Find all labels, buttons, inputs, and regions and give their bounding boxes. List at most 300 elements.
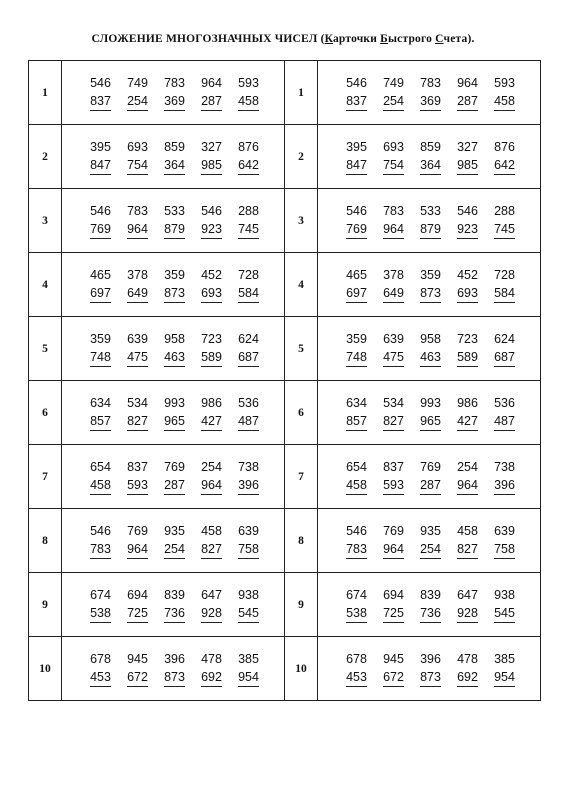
addend-top: 546 [346,76,367,90]
addend-top: 452 [201,268,222,282]
addend-bottom: 964 [127,220,148,239]
addend-bottom: 463 [164,348,185,367]
addition-problem [449,202,486,239]
addend-top: 593 [494,76,515,90]
addend-bottom: 427 [201,412,222,431]
addend-bottom: 928 [457,604,478,623]
addition-problem [230,522,267,559]
addend-bottom: 758 [494,540,515,559]
addend-top: 935 [164,524,185,538]
title-part: чета). [443,33,475,45]
addend-bottom: 697 [346,284,367,303]
addend-bottom: 672 [383,668,404,687]
addend-bottom: 873 [420,284,441,303]
addend-top: 634 [90,396,111,410]
addition-problem [193,650,230,687]
title-part: СЛОЖЕНИЕ МНОГОЗНАЧНЫХ ЧИСЕЛ ( [91,33,325,45]
card-problems [318,189,541,253]
addend-top: 359 [346,332,367,346]
card-problems [318,637,541,701]
addend-bottom: 545 [238,604,259,623]
addend-bottom: 453 [346,668,367,687]
addend-bottom: 254 [420,540,441,559]
addend-top: 396 [420,652,441,666]
card-problems [62,317,285,381]
addition-problem [193,522,230,559]
addend-bottom: 928 [201,604,222,623]
addend-top: 876 [494,140,515,154]
addend-top: 395 [90,140,111,154]
addend-bottom: 692 [457,668,478,687]
addition-problem [375,522,412,559]
addend-bottom: 783 [90,540,111,559]
addend-bottom: 287 [164,476,185,495]
addition-problem [375,650,412,687]
addend-bottom: 642 [238,156,259,175]
addition-problem [486,74,523,111]
addend-top: 378 [383,268,404,282]
addition-problem [486,650,523,687]
addend-top: 876 [238,140,259,154]
card-number: 5 [29,317,62,381]
card-number: 7 [29,445,62,509]
addition-problem [486,266,523,303]
addend-bottom: 837 [346,92,367,111]
addition-problem [375,394,412,431]
addition-problem [230,74,267,111]
addend-top: 938 [494,588,515,602]
addend-bottom: 254 [383,92,404,111]
card-problems [62,381,285,445]
addend-bottom: 693 [201,284,222,303]
card-problems [62,125,285,189]
addition-problem [156,138,193,175]
card-row [29,381,541,445]
addition-problem [82,650,119,687]
page-title [0,33,566,45]
addition-problem [412,330,449,367]
addend-bottom: 748 [346,348,367,367]
addition-problem [412,202,449,239]
addend-bottom: 923 [457,220,478,239]
addition-problem [449,650,486,687]
addend-top: 993 [164,396,185,410]
addend-top: 945 [127,652,148,666]
addend-top: 935 [420,524,441,538]
addend-top: 546 [90,204,111,218]
addend-bottom: 584 [238,284,259,303]
addition-problem [156,650,193,687]
addition-problem [486,586,523,623]
addend-top: 647 [201,588,222,602]
card-problems [62,637,285,701]
addend-top: 396 [164,652,185,666]
addend-top: 958 [164,332,185,346]
addend-top: 938 [238,588,259,602]
addend-bottom: 649 [383,284,404,303]
addition-problem [156,202,193,239]
addend-top: 654 [346,460,367,474]
addend-top: 986 [201,396,222,410]
addition-problem [449,138,486,175]
addend-bottom: 538 [90,604,111,623]
addition-problem [338,522,375,559]
addend-bottom: 725 [383,604,404,623]
addend-bottom: 827 [127,412,148,431]
addition-problem [486,202,523,239]
addend-top: 395 [346,140,367,154]
addend-bottom: 879 [420,220,441,239]
addend-bottom: 879 [164,220,185,239]
card-row [29,189,541,253]
addition-problem [449,330,486,367]
addend-top: 533 [164,204,185,218]
addition-problem [82,394,119,431]
addition-problem [156,586,193,623]
addend-bottom: 827 [201,540,222,559]
addend-top: 546 [457,204,478,218]
addition-problem [230,138,267,175]
addend-top: 478 [457,652,478,666]
addend-top: 639 [494,524,515,538]
addition-problem [119,650,156,687]
addition-problem [193,458,230,495]
card-number: 8 [29,509,62,573]
addend-top: 536 [238,396,259,410]
addend-bottom: 649 [127,284,148,303]
addition-problem [375,330,412,367]
addend-bottom: 287 [201,92,222,111]
addend-bottom: 748 [90,348,111,367]
addend-top: 723 [201,332,222,346]
addend-bottom: 857 [346,412,367,431]
addend-bottom: 593 [127,476,148,495]
addition-problem [449,458,486,495]
addend-bottom: 769 [346,220,367,239]
addend-bottom: 458 [494,92,515,111]
addition-problem [412,266,449,303]
addition-problem [449,522,486,559]
addend-top: 694 [383,588,404,602]
addend-top: 465 [346,268,367,282]
addend-top: 678 [346,652,367,666]
addend-top: 359 [420,268,441,282]
addend-top: 458 [201,524,222,538]
addend-top: 546 [90,76,111,90]
addend-bottom: 837 [90,92,111,111]
card-row [29,637,541,701]
addition-problem [338,586,375,623]
addend-bottom: 475 [383,348,404,367]
card-row [29,573,541,637]
addend-bottom: 736 [164,604,185,623]
addend-top: 478 [201,652,222,666]
addend-top: 254 [457,460,478,474]
card-number: 5 [285,317,318,381]
addend-bottom: 827 [383,412,404,431]
addend-top: 837 [127,460,148,474]
addend-top: 783 [164,76,185,90]
card-number: 1 [29,61,62,125]
card-problems [318,61,541,125]
addend-top: 769 [383,524,404,538]
addend-top: 783 [127,204,148,218]
addition-problem [486,138,523,175]
addend-bottom: 693 [457,284,478,303]
addend-top: 693 [383,140,404,154]
addition-problem [412,74,449,111]
addend-top: 536 [494,396,515,410]
card-problems [318,253,541,317]
addend-top: 769 [127,524,148,538]
addition-problem [375,202,412,239]
addend-bottom: 964 [383,540,404,559]
card-number: 9 [29,573,62,637]
addend-bottom: 364 [420,156,441,175]
addend-bottom: 642 [494,156,515,175]
addend-bottom: 873 [164,668,185,687]
card-row [29,253,541,317]
card-problems [318,509,541,573]
addend-bottom: 964 [127,540,148,559]
addend-top: 534 [383,396,404,410]
addend-bottom: 458 [346,476,367,495]
addend-bottom: 745 [238,220,259,239]
addend-top: 254 [201,460,222,474]
addition-problem [193,586,230,623]
addition-problem [412,138,449,175]
addend-bottom: 287 [457,92,478,111]
addend-top: 385 [238,652,259,666]
addition-problem [193,74,230,111]
addend-bottom: 687 [494,348,515,367]
addition-problem [375,74,412,111]
addend-bottom: 453 [90,668,111,687]
addition-problem [338,202,375,239]
addend-bottom: 369 [420,92,441,111]
addend-bottom: 847 [90,156,111,175]
addend-top: 452 [457,268,478,282]
addition-problem [82,458,119,495]
addend-bottom: 985 [457,156,478,175]
addition-problem [375,586,412,623]
addend-top: 738 [494,460,515,474]
addend-bottom: 254 [127,92,148,111]
card-problems [62,61,285,125]
addition-problem [230,650,267,687]
addend-top: 769 [420,460,441,474]
addend-bottom: 769 [90,220,111,239]
addition-problem [119,266,156,303]
addend-top: 839 [420,588,441,602]
addition-problem [82,522,119,559]
addition-problem [82,586,119,623]
addend-bottom: 593 [383,476,404,495]
addend-bottom: 964 [201,476,222,495]
card-problems [62,445,285,509]
addition-problem [156,266,193,303]
title-letter-k: К [324,33,333,45]
addition-problem [193,330,230,367]
card-number: 10 [29,637,62,701]
card-number: 4 [285,253,318,317]
addend-top: 945 [383,652,404,666]
addend-top: 654 [90,460,111,474]
addition-problem [338,330,375,367]
addition-problem [156,74,193,111]
addition-problem [230,586,267,623]
addend-bottom: 487 [238,412,259,431]
addend-bottom: 783 [346,540,367,559]
addend-bottom: 287 [420,476,441,495]
addition-problem [193,394,230,431]
addend-top: 693 [127,140,148,154]
addition-problem [338,266,375,303]
card-number: 3 [285,189,318,253]
addend-top: 964 [201,76,222,90]
addition-problem [412,394,449,431]
card-number: 7 [285,445,318,509]
card-problems [62,189,285,253]
addend-top: 678 [90,652,111,666]
addition-problem [82,330,119,367]
addition-problem [338,458,375,495]
addend-top: 639 [238,524,259,538]
addition-problem [82,202,119,239]
addition-problem [119,458,156,495]
addend-top: 674 [90,588,111,602]
addition-problem [230,266,267,303]
addend-top: 546 [90,524,111,538]
addend-bottom: 954 [494,668,515,687]
addend-bottom: 692 [201,668,222,687]
addition-problem [338,650,375,687]
addend-top: 288 [238,204,259,218]
addition-problem [230,394,267,431]
addend-top: 624 [494,332,515,346]
addition-problem [119,138,156,175]
addition-problem [230,202,267,239]
addend-bottom: 985 [201,156,222,175]
addition-problem [375,266,412,303]
addition-problem [449,74,486,111]
addition-problem [193,138,230,175]
card-number: 4 [29,253,62,317]
addend-top: 533 [420,204,441,218]
addend-bottom: 725 [127,604,148,623]
addend-top: 839 [164,588,185,602]
addition-problem [119,74,156,111]
addend-bottom: 427 [457,412,478,431]
addend-top: 639 [127,332,148,346]
addend-top: 327 [457,140,478,154]
addend-top: 783 [420,76,441,90]
addition-problem [486,330,523,367]
addend-top: 534 [127,396,148,410]
addend-bottom: 475 [127,348,148,367]
addend-top: 359 [90,332,111,346]
card-number: 9 [285,573,318,637]
addend-bottom: 396 [238,476,259,495]
addition-problem [486,458,523,495]
addition-problem [156,522,193,559]
addition-problem [156,394,193,431]
addend-top: 634 [346,396,367,410]
addend-top: 749 [127,76,148,90]
addition-problem [82,74,119,111]
addend-top: 986 [457,396,478,410]
card-row [29,61,541,125]
addition-problem [82,266,119,303]
addend-top: 964 [457,76,478,90]
addend-top: 783 [383,204,404,218]
addend-top: 327 [201,140,222,154]
addend-top: 546 [346,204,367,218]
addend-top: 728 [238,268,259,282]
addition-problem [119,202,156,239]
addend-bottom: 672 [127,668,148,687]
addition-problem [230,330,267,367]
addition-problem [486,522,523,559]
addend-bottom: 697 [90,284,111,303]
card-problems [62,573,285,637]
card-problems [318,445,541,509]
addend-bottom: 923 [201,220,222,239]
card-row [29,317,541,381]
addend-bottom: 584 [494,284,515,303]
addition-problem [449,586,486,623]
addend-top: 359 [164,268,185,282]
addend-bottom: 857 [90,412,111,431]
addend-bottom: 754 [383,156,404,175]
card-problems [62,509,285,573]
card-row [29,445,541,509]
addend-bottom: 487 [494,412,515,431]
addend-top: 674 [346,588,367,602]
card-row [29,125,541,189]
addend-top: 728 [494,268,515,282]
addend-top: 465 [90,268,111,282]
addition-problem [338,74,375,111]
addend-top: 769 [164,460,185,474]
addition-problem [449,266,486,303]
addition-problem [193,202,230,239]
addend-top: 723 [457,332,478,346]
title-part: ыстрого [387,33,436,45]
addend-bottom: 827 [457,540,478,559]
addend-top: 859 [420,140,441,154]
addend-bottom: 589 [457,348,478,367]
addend-bottom: 754 [127,156,148,175]
addend-bottom: 458 [238,92,259,111]
addend-bottom: 873 [420,668,441,687]
addend-bottom: 954 [238,668,259,687]
addend-top: 738 [238,460,259,474]
addend-top: 378 [127,268,148,282]
addition-problem [119,586,156,623]
addend-top: 385 [494,652,515,666]
addend-top: 546 [346,524,367,538]
addition-problem [230,458,267,495]
addend-bottom: 538 [346,604,367,623]
addend-bottom: 745 [494,220,515,239]
addend-bottom: 589 [201,348,222,367]
addition-problem [119,394,156,431]
addition-problem [375,138,412,175]
addend-top: 993 [420,396,441,410]
addend-top: 288 [494,204,515,218]
addition-problem [449,394,486,431]
